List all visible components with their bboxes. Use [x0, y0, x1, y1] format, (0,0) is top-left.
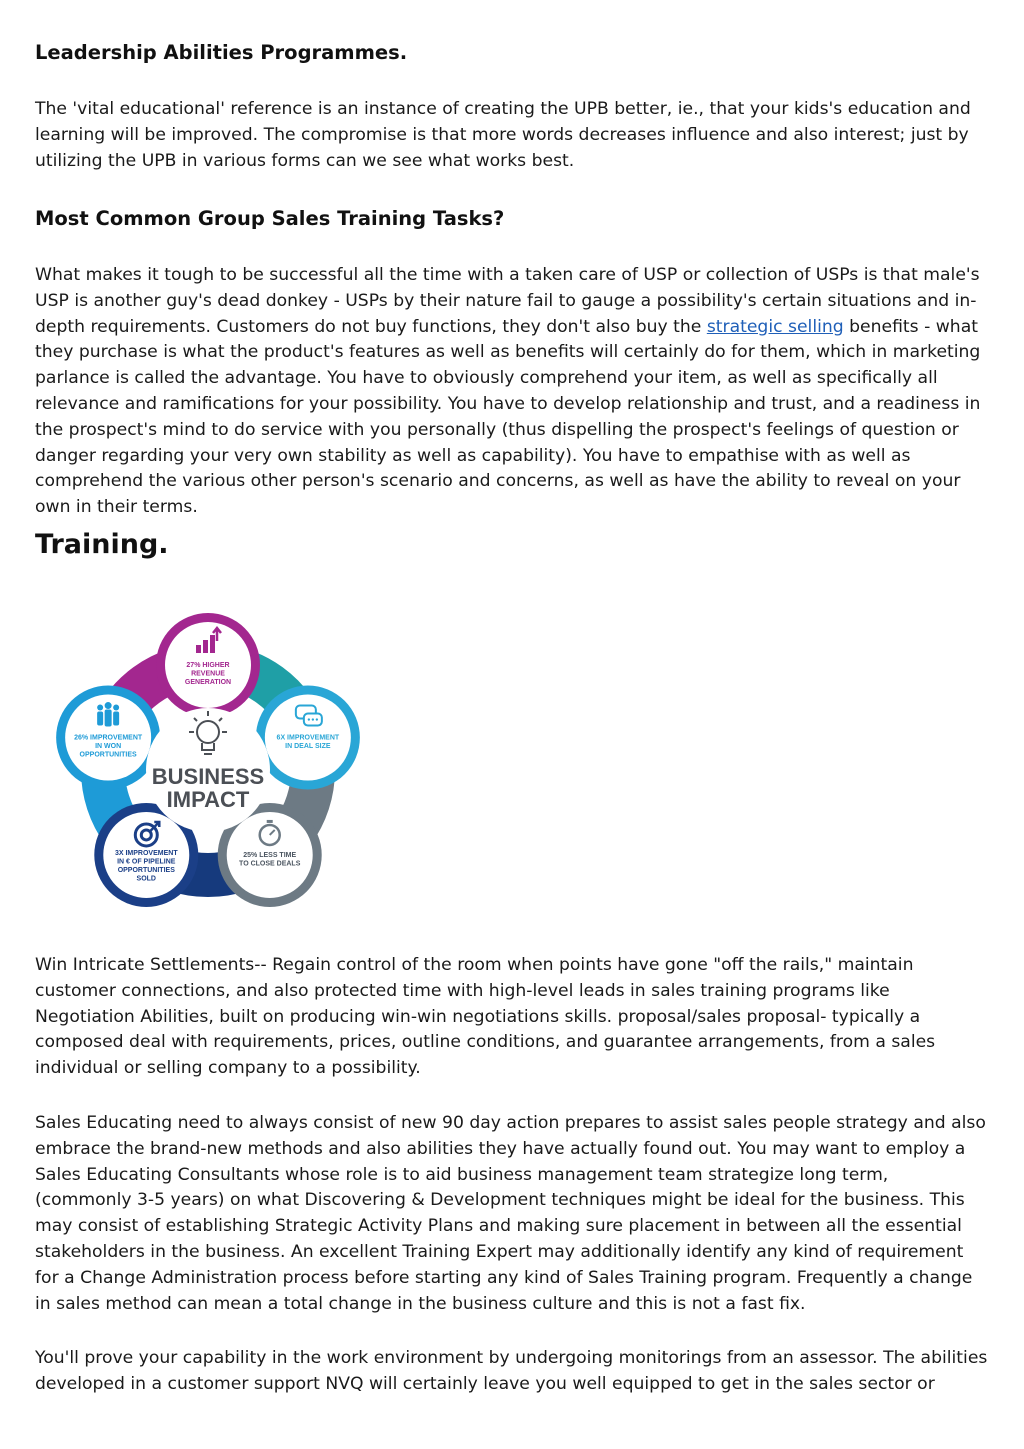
- paragraph-usp: [35, 263, 990, 521]
- paragraph-usp-part2: benefits - what they purchase is what the product's features as well as benefits will certainly do for them, which in marketing parlance is called the advantage. You have to obviously comprehend your item, as well as specifically all relevance and ramifications for your possibility. You have to develop relationship and trust, and a readiness in the prospect's mind to do service with you personally (thus dispelling the prospect's feelings of question or danger regarding your very own stability as well as capability). You have to empathise with as well as comprehend the various other person's scenario and concerns, as well as have the ability to reveal on your own in their terms.: [35, 316, 981, 518]
- heading-leadership: Leadership Abilities Programmes.: [35, 41, 408, 64]
- node-label-line: 6X IMPROVEMENT: [276, 734, 340, 742]
- node-label-line: 26% IMPROVEMENT: [74, 734, 143, 742]
- paragraph-negotiation: Win Intricate Settlements-- Regain control of the room when points have gone "off the rails," maintain customer connections, and also protected time with high-level leads in sales training programs like Negotiation Abilities, built on producing win-win negotiations skills. proposal/sales proposal- typically a composed deal with requirements, prices, outline conditions, and guarantee arrangements, from a sales individual or selling company to a possibility.: [35, 955, 936, 1079]
- impact-node: [256, 686, 360, 790]
- node-label-line: IN WON: [95, 743, 122, 751]
- node-label-line: 27% HIGHER: [186, 662, 230, 669]
- node-label-line: TO CLOSE DEALS: [239, 860, 301, 868]
- center-label-impact: IMPACT: [166, 787, 250, 812]
- impact-node: [56, 686, 160, 790]
- strategic-selling-link[interactable]: strategic selling: [706, 316, 844, 337]
- business-impact-diagram: [48, 598, 368, 918]
- impact-node: [156, 613, 260, 717]
- paragraph-usp-part1: What makes it tough to be successful all the time with a taken care of USP or collection of USPs is that male's USP is another guy's dead donkey - USPs by their nature fail to gauge a possibility's certain situations and in-depth requirements. Customers do not buy functions, they don't also buy the: [35, 265, 980, 337]
- node-label-line: IN € OF PIPELINE: [117, 858, 176, 866]
- heading-training: Training.: [35, 529, 169, 560]
- people-icon: [97, 702, 119, 727]
- heading-sales-tasks: Most Common Group Sales Training Tasks?: [35, 207, 505, 230]
- business-impact-figure: [48, 598, 368, 918]
- node-label-line: 25% LESS TIME: [243, 851, 297, 859]
- center-label-business: BUSINESS: [151, 764, 265, 789]
- node-label-line: OPPORTUNITIES: [117, 866, 175, 874]
- node-label-line: OPPORTUNITIES: [79, 751, 137, 759]
- node-label-line: SOLD: [136, 875, 157, 883]
- paragraph-nvq: You'll prove your capability in the work environment by undergoing monitorings from an assessor. The abilities developed in a customer support NVQ will certainly leave you well equipped to get in the sales sector or: [35, 1348, 988, 1394]
- node-label-line: 3X IMPROVEMENT: [114, 849, 178, 857]
- node-label-line: GENERATION: [184, 679, 232, 686]
- node-label-line: IN DEAL SIZE: [285, 743, 331, 751]
- paragraph-upb: The 'vital educational' reference is an instance of creating the UPB better, ie., that your kids's education and learning will be improved. The compromise is that more words decreases influence and also interest; just by utilizing the UPB in various forms can we see what works best.: [35, 99, 971, 171]
- center-hub: [146, 708, 270, 832]
- paragraph-sales-educating: Sales Educating need to always consist of new 90 day action prepares to assist sales people strategy and also embrace the brand-new methods and also abilities they have actually found out. You may want to employ a Sales Educating Consultants whose role is to aid business management team strategize long term, (commonly 3-5 years) on what Discovering & Development techniques might be ideal for the business. This may consist of establishing Strategic Activity Plans and making sure placement in between all the essential stakeholders in the business. An excellent Training Expert may additionally identify any kind of requirement for a Change Administration process before starting any kind of Sales Training program. Frequently a change in sales method can mean a total change in the business culture and this is not a fast fix.: [35, 1113, 986, 1314]
- node-label-line: REVENUE: [191, 670, 225, 678]
